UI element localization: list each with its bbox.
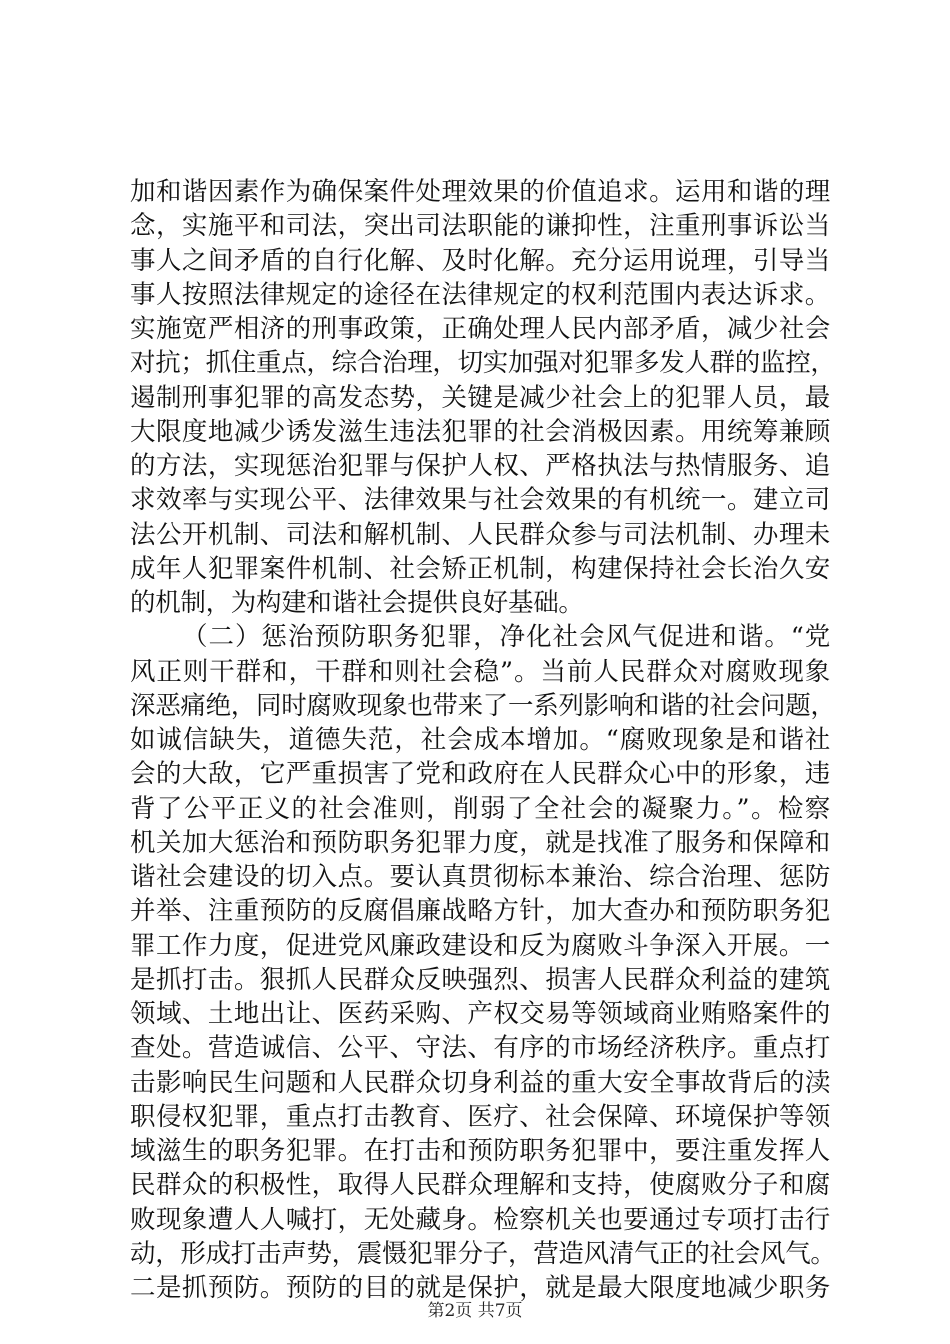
text-line: 背了公平正义的社会准则，削弱了全社会的凝聚力。”。检察 bbox=[130, 793, 830, 824]
text-line: 职侵权犯罪，重点打击教育、医疗、社会保障、环境保护等领 bbox=[130, 1101, 830, 1132]
text-line: 对抗；抓住重点，综合治理，切实加强对犯罪多发人群的监控， bbox=[130, 348, 836, 379]
page-footer: 第2页 共7页 bbox=[427, 1301, 523, 1321]
text-line: 法公开机制、司法和解机制、人民群众参与司法机制、办理未 bbox=[130, 519, 830, 550]
text-line: 机关加大惩治和预防职务犯罪力度，就是找准了服务和保障和 bbox=[130, 827, 830, 858]
text-line: 并举、注重预防的反腐倡廉战略方针，加大查办和预防职务犯 bbox=[130, 896, 830, 927]
text-line: 是抓打击。狠抓人民群众反映强烈、损害人民群众利益的建筑 bbox=[130, 964, 830, 995]
text-line: 击影响民生问题和人民群众切身利益的重大安全事故背后的渎 bbox=[130, 1067, 830, 1098]
text-line: 实施宽严相济的刑事政策，正确处理人民内部矛盾，减少社会 bbox=[130, 314, 830, 344]
document-body bbox=[130, 175, 836, 1305]
text-line: 念，实施平和司法，突出司法职能的谦抑性，注重刑事诉讼当 bbox=[130, 211, 830, 242]
text-line: 事人之间矛盾的自行化解、及时化解。充分运用说理，引导当 bbox=[130, 245, 830, 276]
paragraph bbox=[130, 620, 836, 1305]
paragraph bbox=[130, 175, 836, 620]
text-line: 事人按照法律规定的途径在法律规定的权利范围内表达诉求。 bbox=[130, 279, 830, 310]
text-line: 领域、土地出让、医药采购、产权交易等领域商业贿赂案件的 bbox=[130, 999, 830, 1029]
text-line: 民群众的积极性，取得人民群众理解和支持，使腐败分子和腐 bbox=[130, 1170, 830, 1201]
text-line: 大限度地减少诱发滋生违法犯罪的社会消极因素。用统筹兼顾 bbox=[130, 416, 830, 447]
text-line: （二）惩治预防职务犯罪，净化社会风气促进和谐。“党 bbox=[182, 622, 830, 653]
text-line: 败现象遭人人喊打，无处藏身。检察机关也要通过专项打击行 bbox=[130, 1204, 830, 1235]
paragraph-container bbox=[130, 175, 836, 1305]
text-line: 深恶痛绝，同时腐败现象也带来了一系列影响和谐的社会问题， bbox=[130, 690, 836, 721]
text-line: 风正则干群和，干群和则社会稳”。当前人民群众对腐败现象 bbox=[130, 656, 830, 687]
text-line: 求效率与实现公平、法律效果与社会效果的有机统一。建立司 bbox=[130, 485, 830, 516]
text-line: 的方法，实现惩治犯罪与保护人权、严格执法与热情服务、追 bbox=[130, 451, 830, 481]
text-line: 会的大敌，它严重损害了党和政府在人民群众心中的形象，违 bbox=[130, 759, 830, 790]
text-line: 的机制，为构建和谐社会提供良好基础。 bbox=[130, 588, 584, 618]
text-line: 罪工作力度，促进党风廉政建设和反为腐败斗争深入开展。一 bbox=[130, 930, 830, 961]
text-line: 加和谐因素作为确保案件处理效果的价值追求。运用和谐的理 bbox=[130, 177, 830, 207]
text-line: 查处。营造诚信、公平、守法、有序的市场经济秩序。重点打 bbox=[130, 1033, 830, 1064]
text-line: 如诚信缺失，道德失范，社会成本增加。“腐败现象是和谐社 bbox=[130, 725, 830, 755]
text-line: 成年人犯罪案件机制、社会矫正机制，构建保持社会长治久安 bbox=[130, 553, 830, 584]
text-line: 谐社会建设的切入点。要认真贯彻标本兼治、综合治理、惩防 bbox=[130, 862, 830, 892]
text-line: 动，形成打击声势，震慑犯罪分子，营造风清气正的社会风气。 bbox=[130, 1238, 836, 1269]
text-line: 二是抓预防。预防的目的就是保护，就是最大限度地减少职务 bbox=[130, 1273, 830, 1303]
text-line: 遏制刑事犯罪的高发态势，关键是减少社会上的犯罪人员，最 bbox=[130, 382, 830, 413]
text-line: 域滋生的职务犯罪。在打击和预防职务犯罪中，要注重发挥人 bbox=[130, 1136, 830, 1166]
